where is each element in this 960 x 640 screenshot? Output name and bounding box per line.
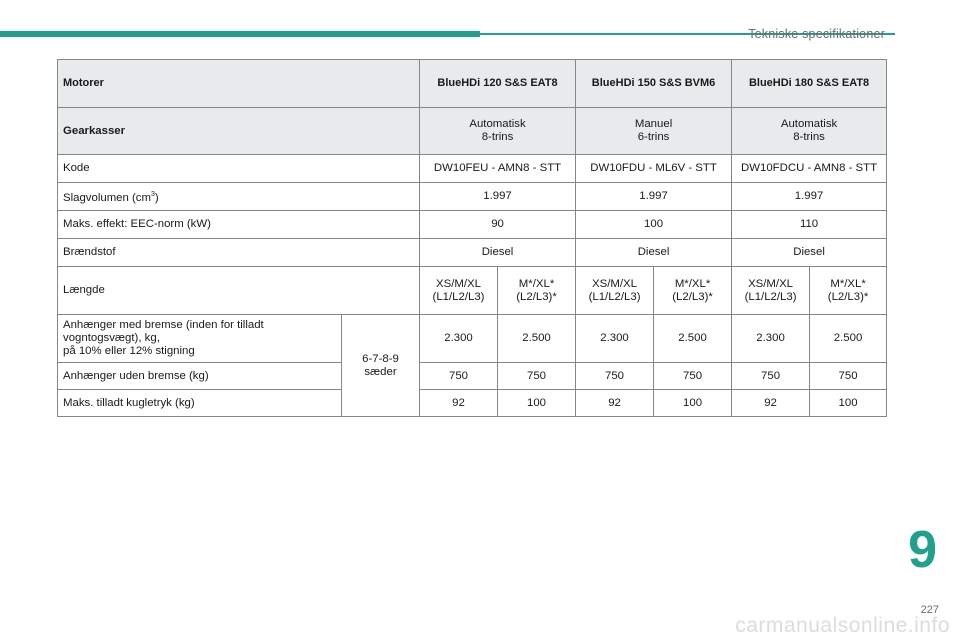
length-1 [420, 267, 498, 315]
fuel-label: Brændstof [58, 239, 420, 267]
table-row-towbar [58, 390, 887, 417]
engine-2: BlueHDi 150 S&S BVM6 [576, 60, 732, 108]
gearbox-2 [576, 108, 732, 155]
engine-3: BlueHDi 180 S&S EAT8 [732, 60, 887, 108]
table-row-power [58, 211, 887, 239]
unbraked-3: 750 [576, 363, 654, 390]
code-3: DW10FDCU - AMN8 - STT [732, 155, 887, 183]
towbar-6: 100 [810, 390, 887, 417]
length-5-code: (L1/L2/L3) [744, 290, 797, 303]
engine-1: BlueHDi 120 S&S EAT8 [420, 60, 576, 108]
braked-4: 2.500 [654, 315, 732, 363]
displacement-2: 1.997 [576, 183, 732, 211]
length-2-code: (L2/L3)* [516, 290, 557, 303]
table-row-unbraked-trailer [58, 363, 887, 390]
braked-5: 2.300 [732, 315, 810, 363]
fuel-1: Diesel [420, 239, 576, 267]
table-row-gearbox [58, 108, 887, 155]
chapter-number: 9 [908, 521, 937, 579]
towbar-5: 92 [732, 390, 810, 417]
displacement-label-end: ) [154, 191, 159, 204]
seats-count: 6-7-8-9 [362, 352, 399, 365]
unbraked-label: Anhænger uden bremse (kg) [58, 363, 342, 390]
code-1: DW10FEU - AMN8 - STT [420, 155, 576, 183]
spec-table [57, 59, 887, 417]
length-6-code: (L2/L3)* [827, 290, 869, 303]
length-1-size: XS/M/XL [436, 277, 481, 290]
unbraked-1: 750 [420, 363, 498, 390]
towbar-1: 92 [420, 390, 498, 417]
code-2: DW10FDU - ML6V - STT [576, 155, 732, 183]
length-4 [654, 267, 732, 315]
gearbox-2-speeds: 6-trins [637, 131, 670, 143]
motor-label: Motorer [58, 60, 420, 108]
length-4-code: (L2/L3)* [672, 290, 713, 303]
code-label: Kode [58, 155, 420, 183]
table-row-displacement [58, 183, 887, 211]
length-5 [732, 267, 810, 315]
table-row-length [58, 267, 887, 315]
fuel-3: Diesel [732, 239, 887, 267]
displacement-label-text: Slagvolumen (cm [63, 191, 151, 204]
watermark: carmanualsonline.info [735, 614, 950, 637]
displacement-label [58, 183, 420, 211]
gearbox-2-type: Manuel [634, 118, 673, 130]
page-number: 227 [920, 604, 939, 616]
length-3-code: (L1/L2/L3) [588, 290, 641, 303]
gearbox-1-speeds: 8-trins [481, 131, 514, 143]
power-2: 100 [576, 211, 732, 239]
length-6-size: M*/XL* [830, 277, 866, 290]
length-3-size: XS/M/XL [592, 277, 637, 290]
gearbox-3-speeds: 8-trins [793, 131, 825, 143]
towbar-2: 100 [498, 390, 576, 417]
braked-6: 2.500 [810, 315, 887, 363]
braked-label [58, 315, 342, 363]
length-3 [576, 267, 654, 315]
gearbox-1-type: Automatisk [469, 118, 526, 130]
length-2-size: M*/XL* [518, 277, 555, 290]
table-row-fuel [58, 239, 887, 267]
displacement-1: 1.997 [420, 183, 576, 211]
unbraked-4: 750 [654, 363, 732, 390]
length-label: Længde [58, 267, 420, 315]
gearbox-3 [732, 108, 887, 155]
table-row-engines [58, 60, 887, 108]
gearbox-1 [420, 108, 576, 155]
towbar-4: 100 [654, 390, 732, 417]
braked-label-line2: vogntogsvægt), kg, [63, 332, 160, 344]
gearbox-3-type: Automatisk [780, 118, 838, 130]
power-3: 110 [732, 211, 887, 239]
length-1-code: (L1/L2/L3) [432, 290, 485, 303]
length-6 [810, 267, 887, 315]
unbraked-5: 750 [732, 363, 810, 390]
braked-1: 2.300 [420, 315, 498, 363]
length-2 [498, 267, 576, 315]
power-1: 90 [420, 211, 576, 239]
towbar-3: 92 [576, 390, 654, 417]
towbar-label: Maks. tilladt kugletryk (kg) [58, 390, 342, 417]
section-title: Tekniske specifikationer [748, 27, 885, 41]
fuel-2: Diesel [576, 239, 732, 267]
unbraked-2: 750 [498, 363, 576, 390]
length-4-size: M*/XL* [674, 277, 711, 290]
header-accent-bar [0, 31, 480, 37]
unbraked-6: 750 [810, 363, 887, 390]
braked-label-line1: Anhænger med bremse (inden for tilladt [63, 319, 264, 331]
length-5-size: XS/M/XL [748, 277, 794, 290]
table-row-code [58, 155, 887, 183]
seats-cell [342, 315, 420, 417]
seats-unit: sæder [364, 365, 397, 378]
braked-3: 2.300 [576, 315, 654, 363]
power-label: Maks. effekt: EEC-norm (kW) [58, 211, 420, 239]
displacement-sup: 3 [151, 191, 155, 199]
displacement-3: 1.997 [732, 183, 887, 211]
gearbox-label: Gearkasser [58, 108, 420, 155]
table-row-braked-trailer [58, 315, 887, 363]
braked-label-line3: på 10% eller 12% stigning [63, 345, 195, 357]
braked-2: 2.500 [498, 315, 576, 363]
